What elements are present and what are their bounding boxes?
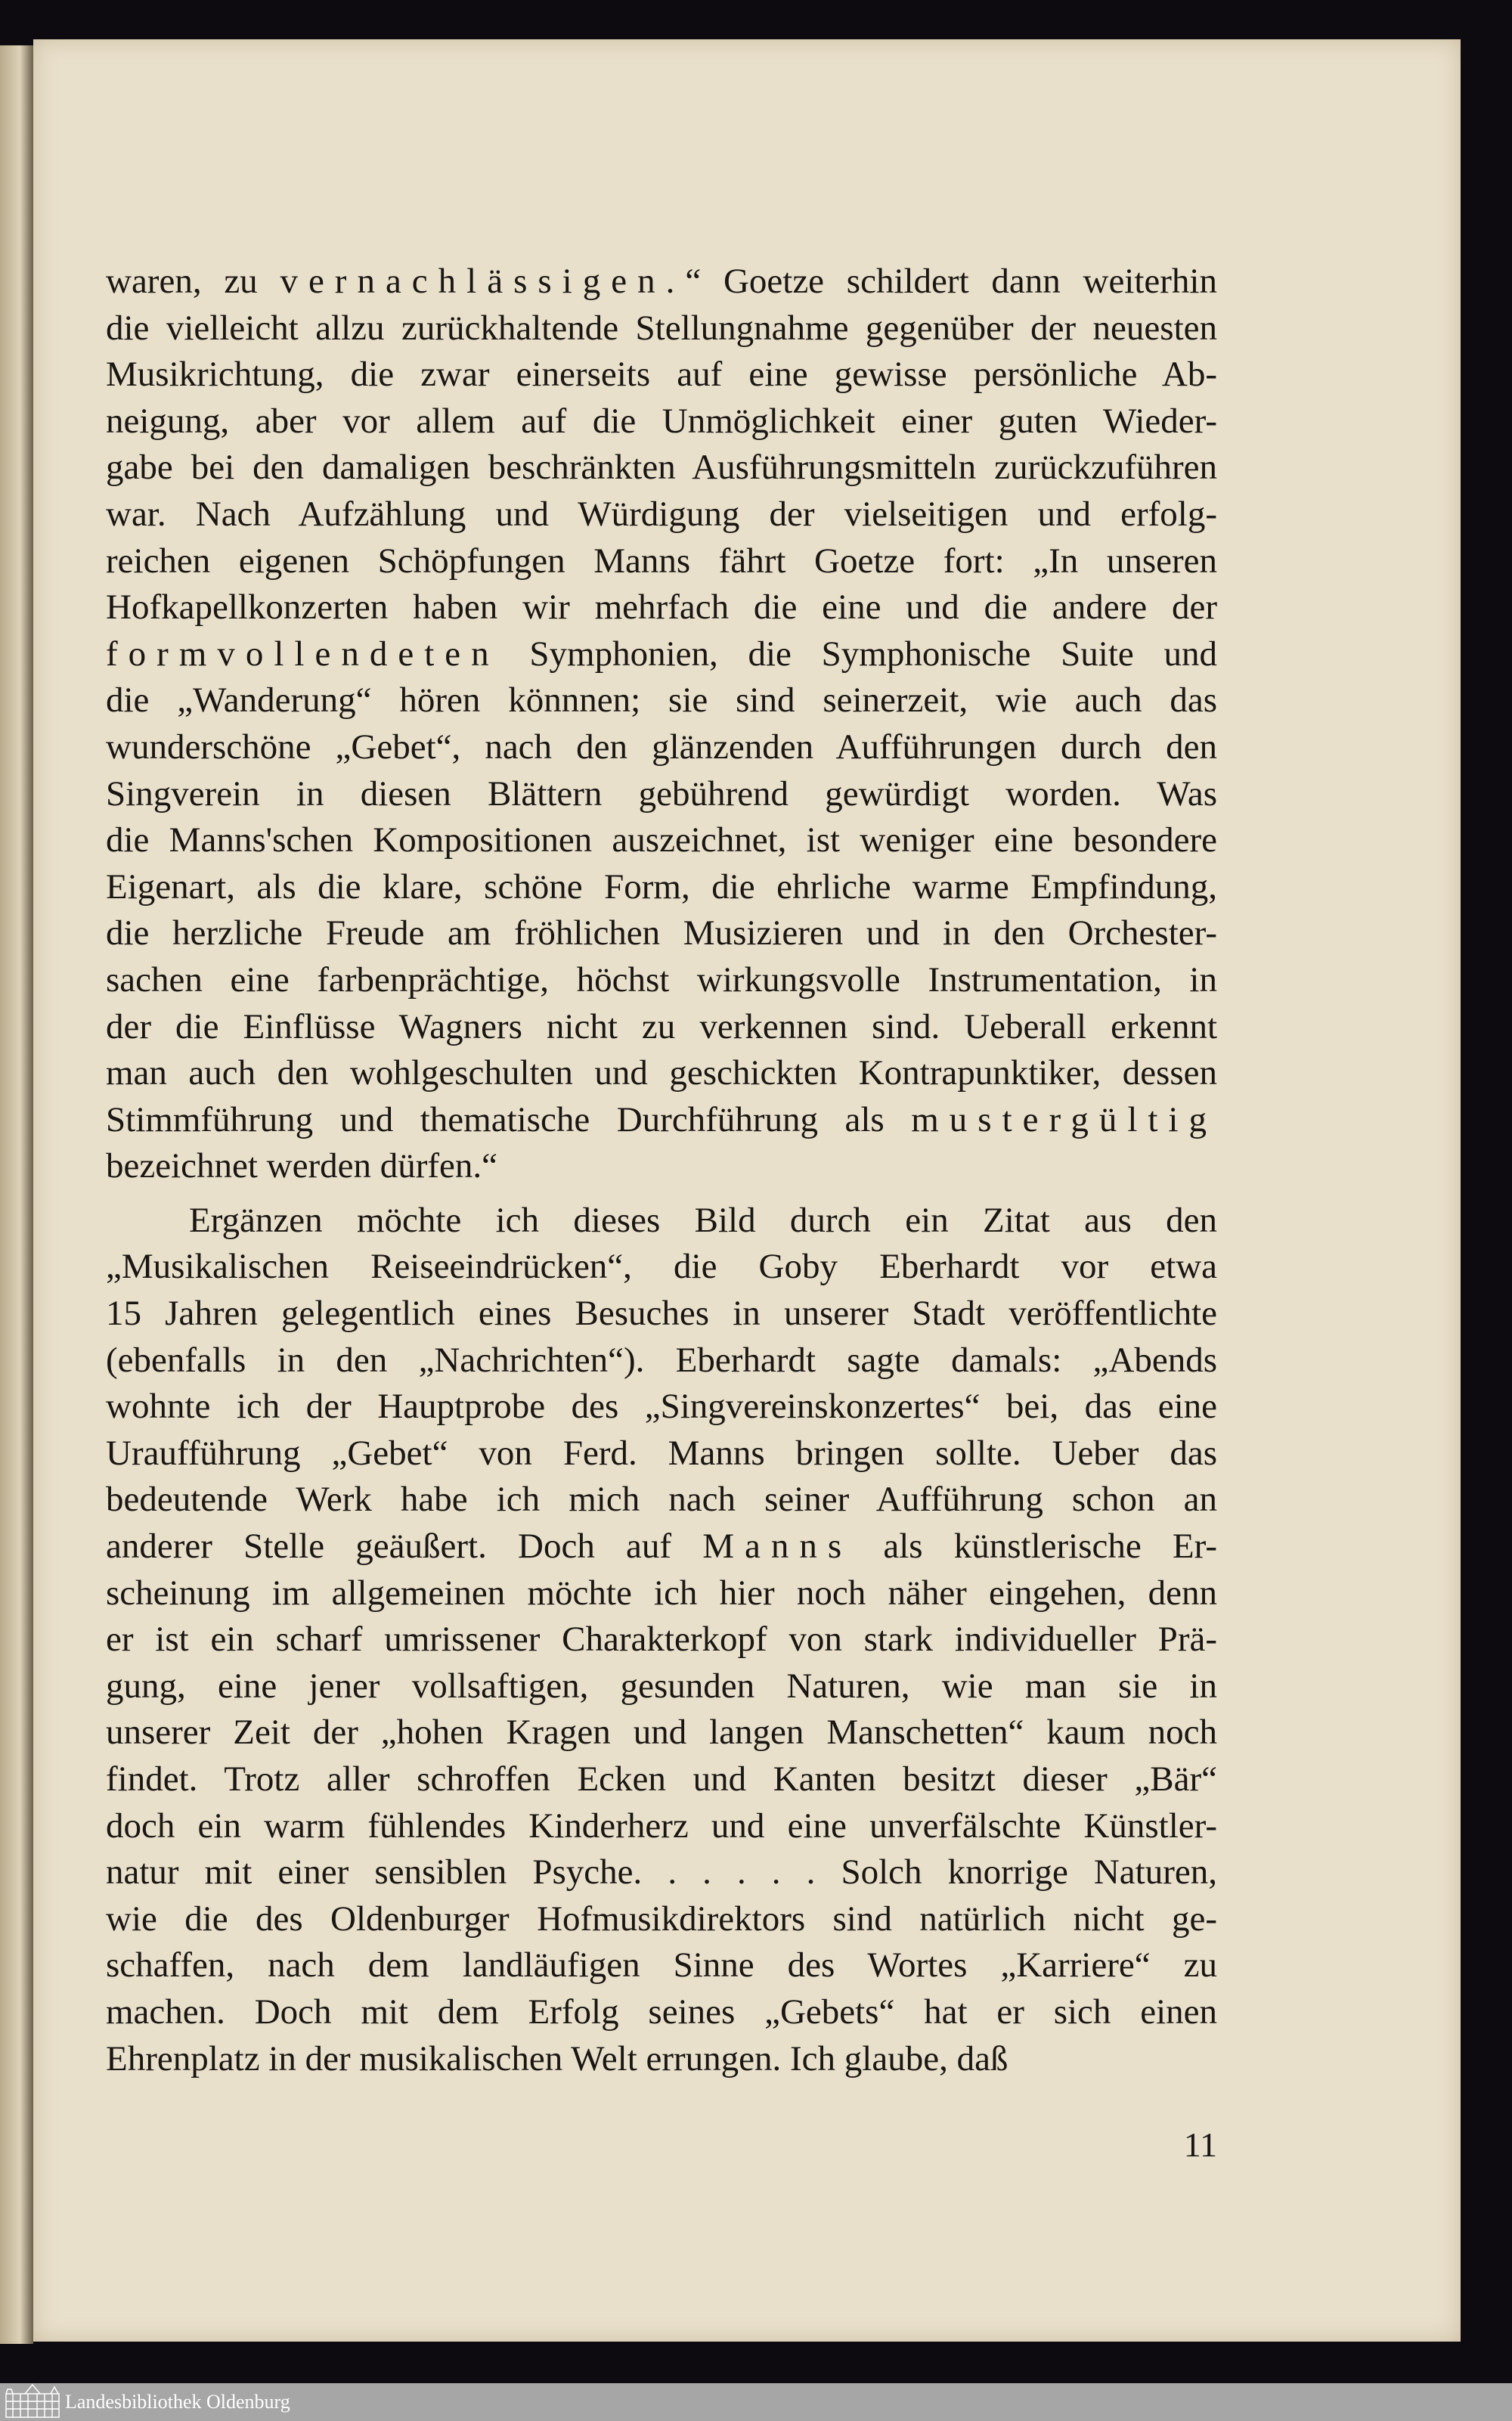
text-line [106, 1756, 1217, 1803]
text-segment: natur mit einer sensiblen Psyche. . . . . . Solch knorrige Naturen, [106, 1852, 1217, 1892]
text-segment: man auch den wohlgeschulten und geschickten Kontrapunktiker, dessen [106, 1053, 1217, 1093]
text-segment: 15 Jahren gelegentlich eines Besuches in unserer Stadt veröffentlichte [106, 1294, 1217, 1334]
text-line [106, 724, 1217, 771]
text-line [106, 864, 1217, 911]
text-segment: Musikrichtung, die zwar einerseits auf eine gewisse persönliche Ab- [106, 355, 1217, 395]
text-segment: sachen eine farbenprächtige, höchst wirkungsvolle Instrumentation, in [106, 959, 1217, 1000]
text-segment: bezeichnet werden dürfen.“ [106, 1146, 498, 1186]
text-segment: Hofkapellkonzerten haben wir mehrfach die eine und die andere der [106, 587, 1217, 628]
text-line [106, 771, 1217, 818]
body-text [106, 259, 1217, 2082]
text-segment: schaffen, nach dem landläufigen Sinne des Wortes „Karriere“ zu [106, 1945, 1217, 1985]
library-building-logo [4, 2383, 61, 2418]
text-segment: Eigenart, als die klare, schöne Form, die ehrliche warme Empfindung, [106, 866, 1217, 907]
text-segment: wohnte ich der Hauptprobe des „Singvereinskonzertes“ bei, das eine [106, 1387, 1217, 1427]
text-line [106, 1803, 1217, 1850]
text-segment: unserer Zeit der „hohen Kragen und langen Manschetten“ kaum noch [106, 1713, 1217, 1753]
spaced-emphasis: mustergültig [911, 1099, 1217, 1139]
text-line [106, 1896, 1217, 1943]
spaced-emphasis: vernachlässigen. [280, 262, 686, 301]
text-line [106, 1097, 1217, 1144]
text-line [106, 538, 1217, 585]
text-segment: anderer Stelle geäußert. Doch auf [106, 1527, 703, 1567]
footer-bar [0, 2383, 1512, 2421]
text-segment: gabe bei den damaligen beschränkten Ausführungsmitteln zurückzuführen [106, 448, 1217, 488]
text-line [106, 957, 1217, 1004]
text-line [106, 1004, 1217, 1051]
text-segment: doch ein warm fühlendes Kinderherz und eine unverfälschte Künstler- [106, 1806, 1217, 1846]
spaced-emphasis: formvollendeten [106, 634, 500, 674]
text-segment: die vielleicht allzu zurückhaltende Stellungnahme gegenüber der neuesten [106, 308, 1217, 348]
text-segment: als künstlerische Er- [852, 1527, 1217, 1567]
text-line [106, 445, 1217, 491]
text-segment: er ist ein scharf umrissener Charakterkopf von stark individueller Prä- [106, 1620, 1217, 1660]
text-segment: “ Goetze schildert dann weiterhin [685, 262, 1217, 301]
text-line [106, 1198, 1217, 1245]
text-line [106, 1338, 1217, 1384]
text-line [106, 1050, 1217, 1097]
text-segment: Stimmführung und thematische Durchführung als [106, 1099, 912, 1139]
text-line [106, 1617, 1217, 1663]
text-segment: Symphonien, die Symphonische Suite und [499, 634, 1217, 674]
text-segment: bedeutende Werk habe ich mich nach seiner Aufführung schon an [106, 1480, 1217, 1520]
text-line [106, 1431, 1217, 1477]
text-line [106, 352, 1217, 398]
text-segment: waren, zu [106, 262, 280, 301]
text-segment: „Musikalischen Reiseeindrücken“, die Goby Eberhardt vor etwa [106, 1247, 1217, 1287]
text-segment: die Manns'schen Kompositionen auszeichnet, ist weniger eine besondere [106, 820, 1217, 860]
page-number: 11 [1183, 2125, 1217, 2164]
text-line [106, 1989, 1217, 2036]
text-segment: Ehrenplatz in der musikalischen Welt errungen. Ich glaube, daß [106, 2038, 1009, 2078]
text-segment: die herzliche Freude am fröhlichen Musizieren und in den Orchester- [106, 913, 1217, 953]
text-segment: wunderschöne „Gebet“, nach den glänzenden Aufführungen durch den [106, 727, 1217, 767]
adjacent-page-edge [0, 45, 33, 2344]
text-line [106, 631, 1217, 678]
text-line [106, 1849, 1217, 1896]
text-line [106, 305, 1217, 352]
text-segment: die „Wanderung“ hören könnnen; sie sind seinerzeit, wie auch das [106, 680, 1217, 721]
text-line [106, 1570, 1217, 1617]
text-line [106, 1143, 1217, 1190]
text-segment: wie die des Oldenburger Hofmusikdirektors sind natürlich nicht ge- [106, 1899, 1217, 1939]
text-line [106, 398, 1217, 445]
text-line [106, 259, 1217, 305]
text-line [106, 1291, 1217, 1338]
text-segment: Ergänzen möchte ich dieses Bild durch ein Zitat aus den [189, 1200, 1217, 1240]
text-segment: Uraufführung „Gebet“ von Ferd. Manns bringen sollte. Ueber das [106, 1433, 1217, 1473]
text-line [106, 910, 1217, 957]
text-segment: findet. Trotz aller schroffen Ecken und Kanten besitzt dieser „Bär“ [106, 1759, 1217, 1799]
text-line [106, 1710, 1217, 1756]
text-line [106, 1524, 1217, 1570]
text-line [106, 677, 1217, 724]
text-line [106, 1477, 1217, 1524]
text-line [106, 1244, 1217, 1291]
text-segment: neigung, aber vor allem auf die Unmöglichkeit einer guten Wieder- [106, 401, 1217, 441]
text-segment: (ebenfalls in den „Nachrichten“). Eberhardt sagte damals: „Abends [106, 1340, 1217, 1380]
text-segment: machen. Doch mit dem Erfolg seines „Gebets“ hat er sich einen [106, 1992, 1217, 2032]
text-segment: reichen eigenen Schöpfungen Manns fährt Goetze fort: „In unseren [106, 541, 1217, 581]
text-line [106, 584, 1217, 631]
text-segment: scheinung im allgemeinen möchte ich hier noch näher eingehen, denn [106, 1573, 1217, 1613]
text-segment: gung, eine jener vollsaftigen, gesunden Naturen, wie man sie in [106, 1666, 1217, 1706]
text-segment: war. Nach Aufzählung und Würdigung der vielseitigen und erfolg- [106, 494, 1217, 534]
text-line [106, 2036, 1217, 2083]
spaced-emphasis: Manns [702, 1527, 853, 1567]
text-line [106, 1942, 1217, 1989]
text-line [106, 1384, 1217, 1431]
text-segment: der die Einflüsse Wagners nicht zu verkennen sind. Ueberall erkennt [106, 1006, 1217, 1046]
text-line [106, 817, 1217, 864]
text-segment: Singverein in diesen Blättern gebührend gewürdigt worden. Was [106, 773, 1217, 814]
library-name: Landesbibliothek Oldenburg [65, 2391, 290, 2413]
text-line [106, 491, 1217, 538]
text-line [106, 1663, 1217, 1710]
